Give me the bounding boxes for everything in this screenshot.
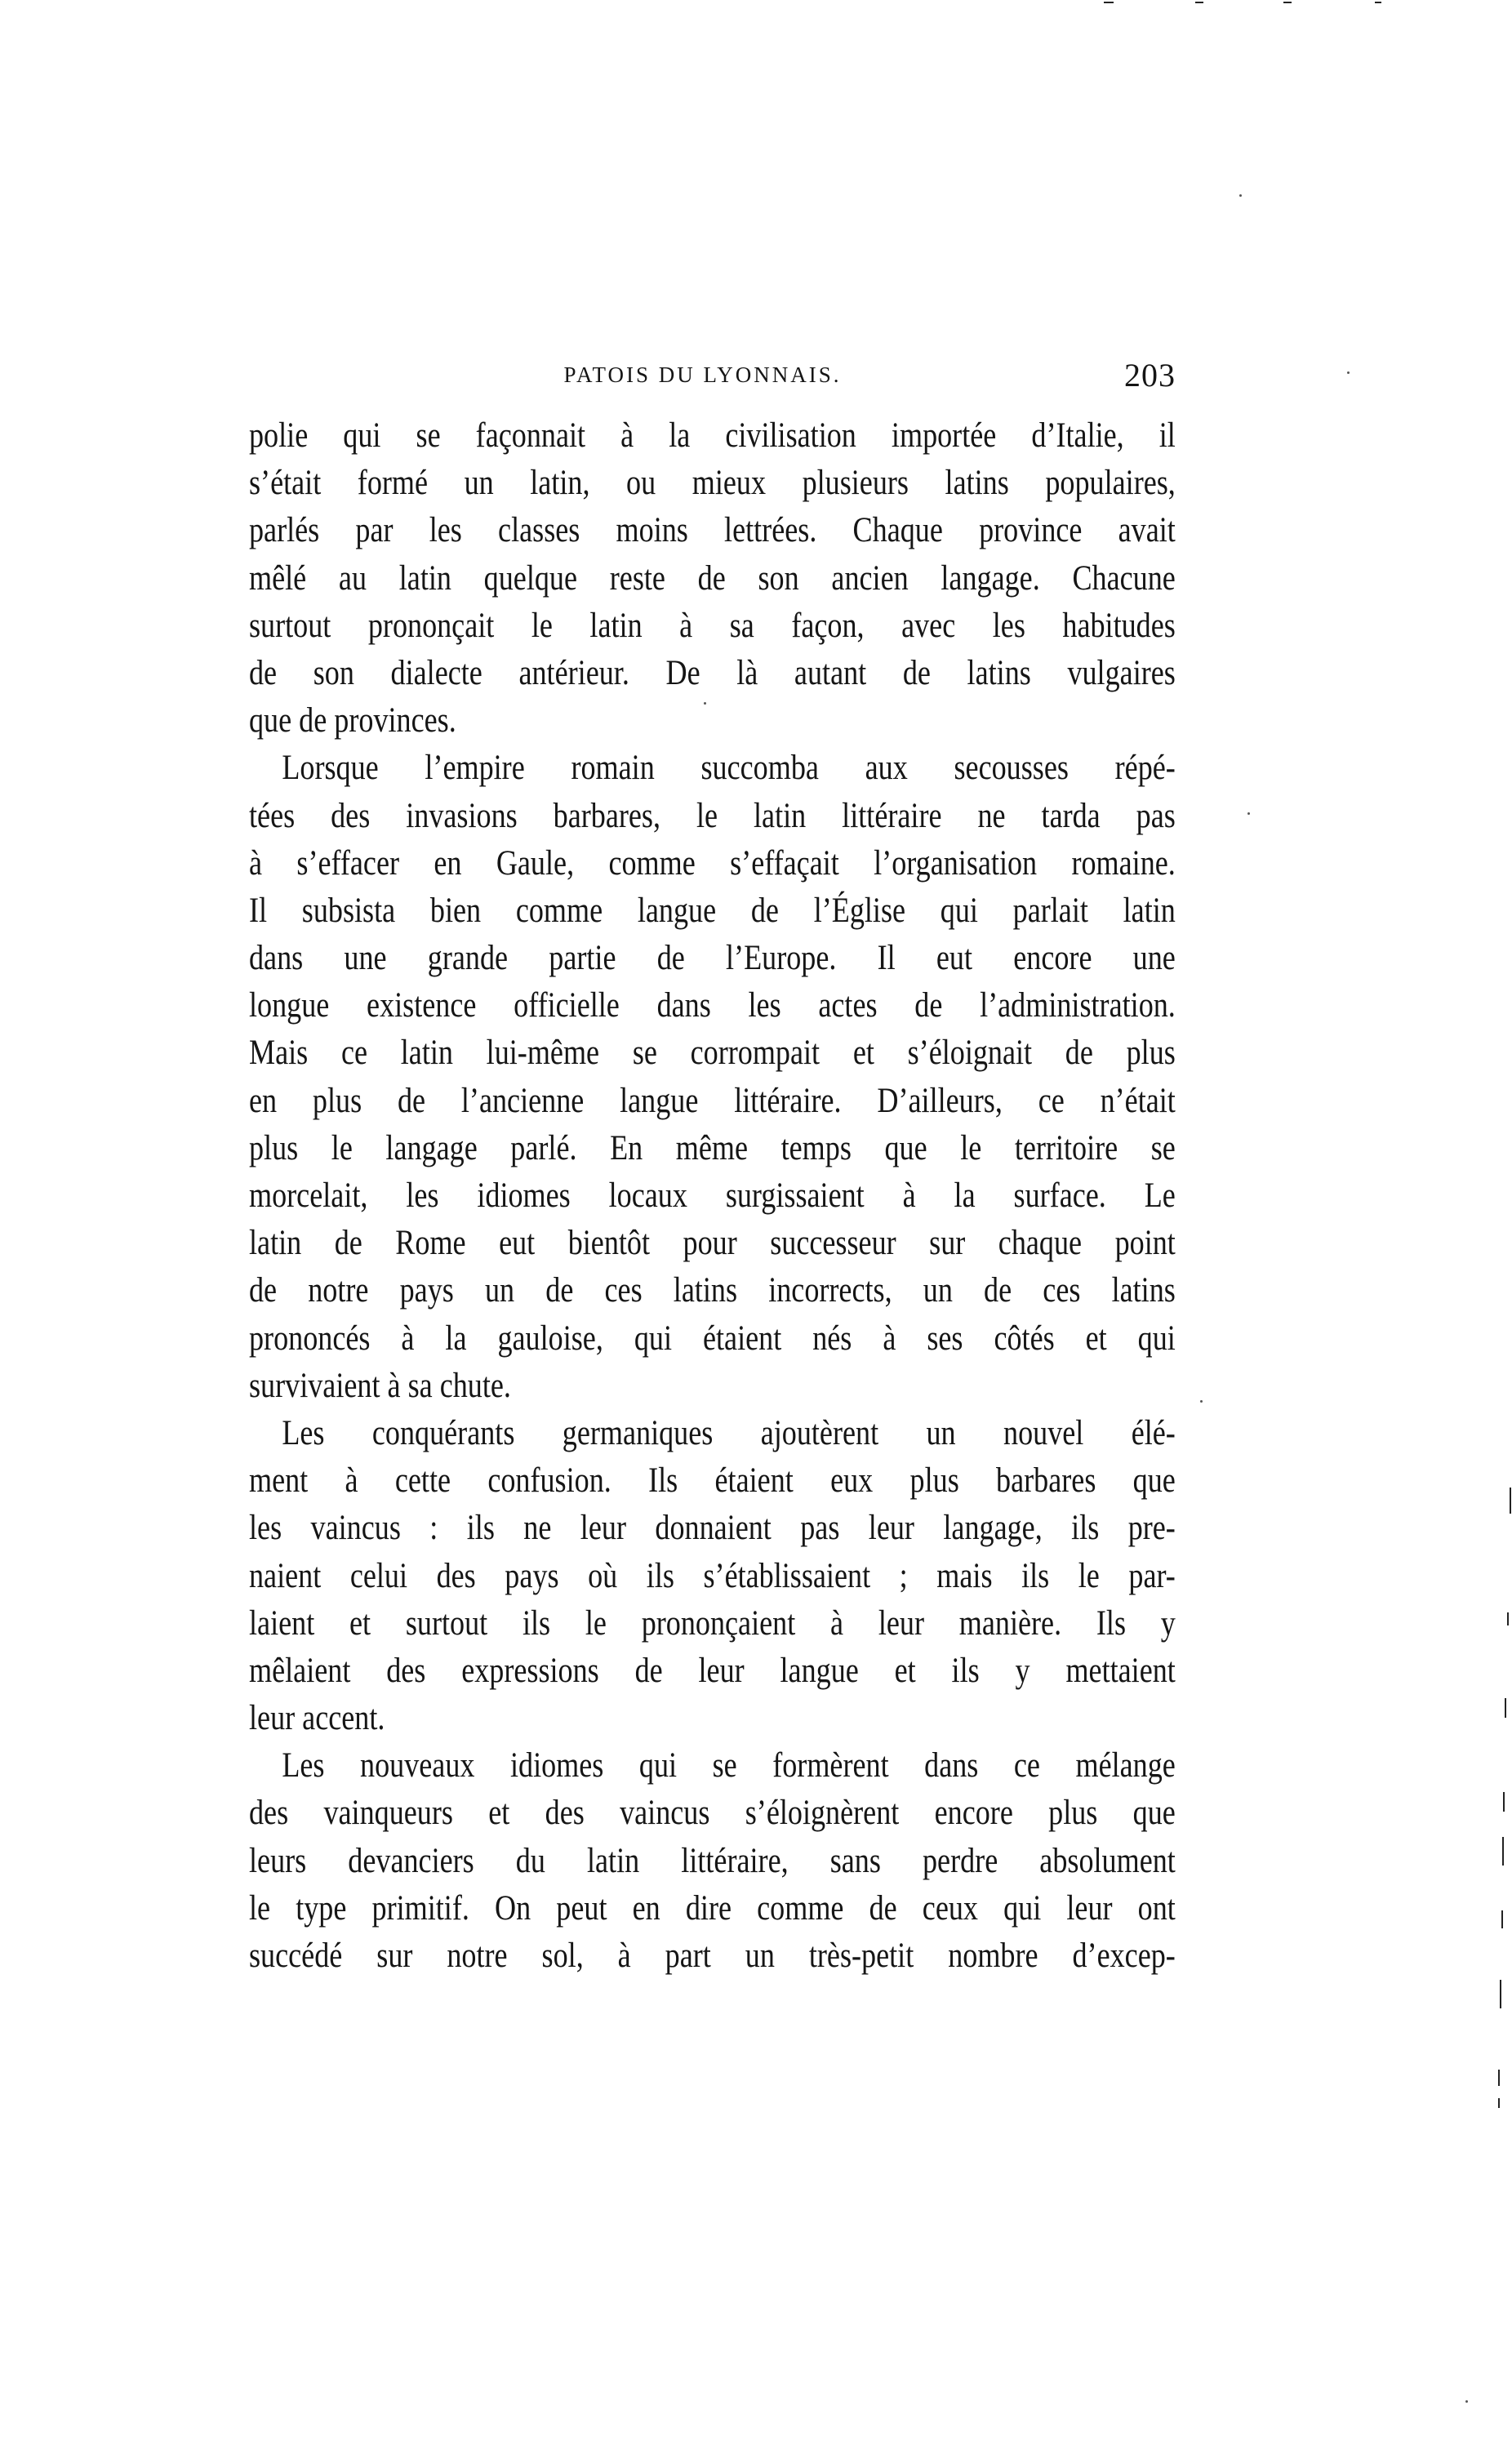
scan-artifact-dash bbox=[1195, 2, 1203, 3]
running-title: PATOIS DU LYONNAIS. bbox=[563, 362, 842, 387]
paragraph bbox=[249, 1410, 1176, 1742]
page-number: 203 bbox=[1124, 357, 1176, 394]
text-line: dans une grande partie de l’Europe. Il eut encore une bbox=[249, 939, 1176, 978]
text-line: que de provinces. bbox=[249, 701, 456, 740]
scan-artifact-line bbox=[1507, 1612, 1509, 1625]
text-line: survivaient à sa chute. bbox=[249, 1366, 511, 1405]
text-line: leur accent. bbox=[249, 1699, 385, 1738]
text-line: ment à cette confusion. Ils étaient eux plus barbares que bbox=[249, 1461, 1176, 1501]
scan-artifact-dash bbox=[1104, 2, 1114, 3]
text-line: prononcés à la gauloise, qui étaient nés à ses côtés et qui bbox=[249, 1319, 1176, 1358]
scan-artifact-line bbox=[1505, 1698, 1506, 1718]
scan-artifact-line bbox=[1510, 1488, 1511, 1514]
scan-artifact-line bbox=[1503, 1792, 1505, 1812]
text-line: les vaincus : ils ne leur donnaient pas leur langage, ils pre- bbox=[249, 1509, 1176, 1548]
scan-artifact-dash bbox=[1283, 2, 1292, 3]
body-text bbox=[249, 412, 1176, 1980]
paragraph bbox=[249, 745, 1176, 1410]
text-line: en plus de l’ancienne langue littéraire. D’ailleurs, ce n’était bbox=[249, 1081, 1176, 1120]
scan-speck bbox=[704, 702, 706, 705]
text-line: leurs devanciers du latin littéraire, sans perdre absolument bbox=[249, 1841, 1176, 1880]
scan-artifact-line bbox=[1502, 1837, 1504, 1866]
text-line: parlés par les classes moins lettrées. Chaque province avait bbox=[249, 511, 1176, 550]
text-line: à s’effacer en Gaule, comme s’effaçait l’organisation romaine. bbox=[249, 843, 1176, 883]
text-line: mêlé au latin quelque reste de son ancien langage. Chacune bbox=[249, 558, 1176, 598]
text-line: le type primitif. On peut en dire comme de ceux qui leur ont bbox=[249, 1888, 1176, 1928]
running-head bbox=[249, 359, 1176, 400]
text-line: morcelait, les idiomes locaux surgissaient à la surface. Le bbox=[249, 1176, 1176, 1215]
text-line: Mais ce latin lui-même se corrompait et s’éloignait de plus bbox=[249, 1034, 1176, 1073]
text-line: naient celui des pays où ils s’établissaient ; mais ils le par- bbox=[249, 1556, 1176, 1595]
scan-artifact-line bbox=[1498, 2070, 1500, 2086]
text-line: surtout prononçait le latin à sa façon, avec les habitudes bbox=[249, 606, 1176, 645]
text-line: tées des invasions barbares, le latin littéraire ne tarda pas bbox=[249, 796, 1176, 835]
text-line: Les nouveaux idiomes qui se formèrent dans ce mélange bbox=[282, 1746, 1176, 1786]
scan-speck bbox=[1347, 371, 1350, 374]
text-line: s’était formé un latin, ou mieux plusieurs latins populaires, bbox=[249, 464, 1176, 503]
text-line: laient et surtout ils le prononçaient à leur manière. Ils y bbox=[249, 1603, 1176, 1643]
scan-speck bbox=[1247, 812, 1250, 815]
text-line: Lorsque l’empire romain succomba aux secousses répé- bbox=[282, 749, 1176, 788]
scan-artifact-line bbox=[1500, 1980, 1501, 2008]
scan-speck bbox=[1239, 194, 1242, 197]
text-line: latin de Rome eut bientôt pour successeur sur chaque point bbox=[249, 1224, 1176, 1263]
text-line: mêlaient des expressions de leur langue et ils y mettaient bbox=[249, 1651, 1176, 1690]
text-line: des vainqueurs et des vaincus s’éloignèrent encore plus que bbox=[249, 1794, 1176, 1833]
text-line: plus le langage parlé. En même temps que le territoire se bbox=[249, 1128, 1176, 1167]
text-line: de son dialecte antérieur. De là autant de latins vulgaires bbox=[249, 653, 1176, 692]
text-line: succédé sur notre sol, à part un très-petit nombre d’excep- bbox=[249, 1937, 1176, 1975]
scan-artifact-line bbox=[1501, 1910, 1503, 1928]
paragraph bbox=[249, 412, 1176, 745]
text-line: longue existence officielle dans les actes de l’administration. bbox=[249, 986, 1176, 1025]
text-line: Il subsista bien comme langue de l’Église qui parlait latin bbox=[249, 891, 1176, 930]
paragraph bbox=[249, 1742, 1176, 1980]
scan-speck bbox=[1200, 1400, 1203, 1403]
scan-artifact-dash bbox=[1375, 2, 1381, 3]
scan-speck bbox=[1465, 2400, 1468, 2403]
text-line: de notre pays un de ces latins incorrects, un de ces latins bbox=[249, 1271, 1176, 1310]
text-line: Les conquérants germaniques ajoutèrent un nouvel élé- bbox=[282, 1413, 1176, 1452]
text-line: polie qui se façonnait à la civilisation importée d’Italie, il bbox=[249, 416, 1176, 455]
scan-artifact-line bbox=[1498, 2098, 1500, 2108]
